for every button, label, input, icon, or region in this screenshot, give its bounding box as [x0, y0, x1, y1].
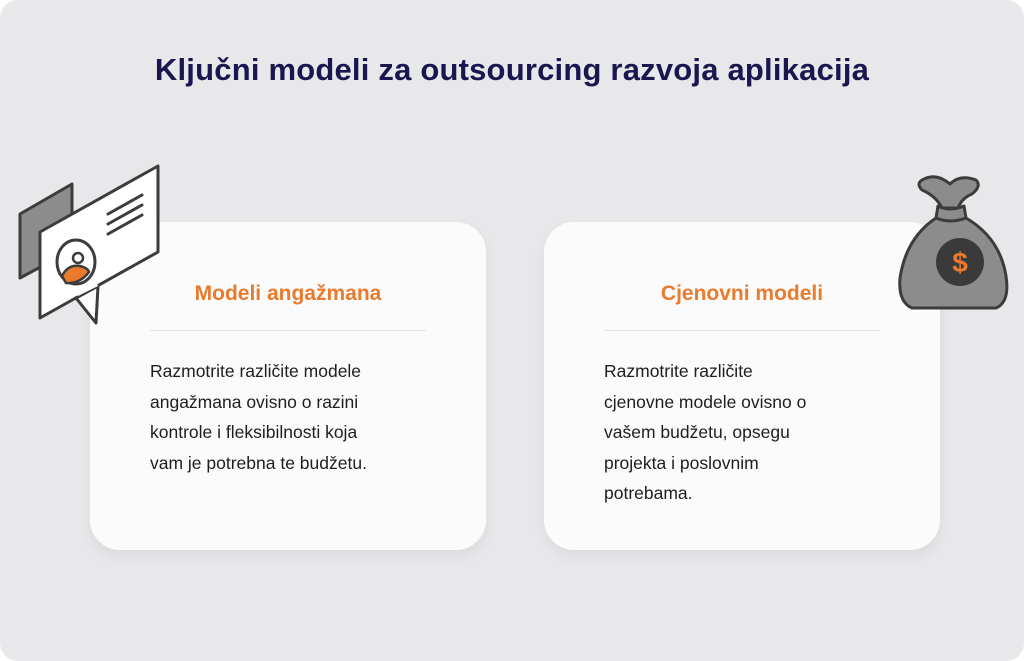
card-title: Cjenovni modeli	[660, 282, 824, 305]
money-bag-icon	[892, 168, 1012, 316]
card-text-line: kontrole i fleksibilnosti koja	[150, 422, 358, 442]
card-text-line: vašem budžetu, opsegu	[604, 422, 790, 442]
card-divider	[604, 330, 880, 331]
card-divider	[150, 330, 426, 331]
card-pricing-models	[544, 222, 940, 550]
card-text-line: cjenovne modele ovisno o	[604, 391, 807, 412]
profile-card-icon	[16, 162, 166, 332]
card-text-line: angažmana ovisno o razini	[150, 391, 359, 412]
card-description	[150, 356, 440, 478]
card-text-line: projekta i poslovnim	[604, 452, 759, 473]
card-text-line: potrebama.	[604, 483, 693, 503]
card-text-line: Razmotrite različite modele	[150, 361, 362, 381]
card-description	[604, 356, 894, 509]
page-title: Ključni modeli za outsourcing razvoja aplikacija	[154, 52, 870, 87]
card-title: Modeli angažmana	[194, 282, 382, 305]
dollar-symbol: $	[952, 247, 968, 278]
card-text-line: Razmotrite različite	[604, 361, 753, 381]
card-text-line: vam je potrebna te budžetu.	[150, 452, 367, 473]
